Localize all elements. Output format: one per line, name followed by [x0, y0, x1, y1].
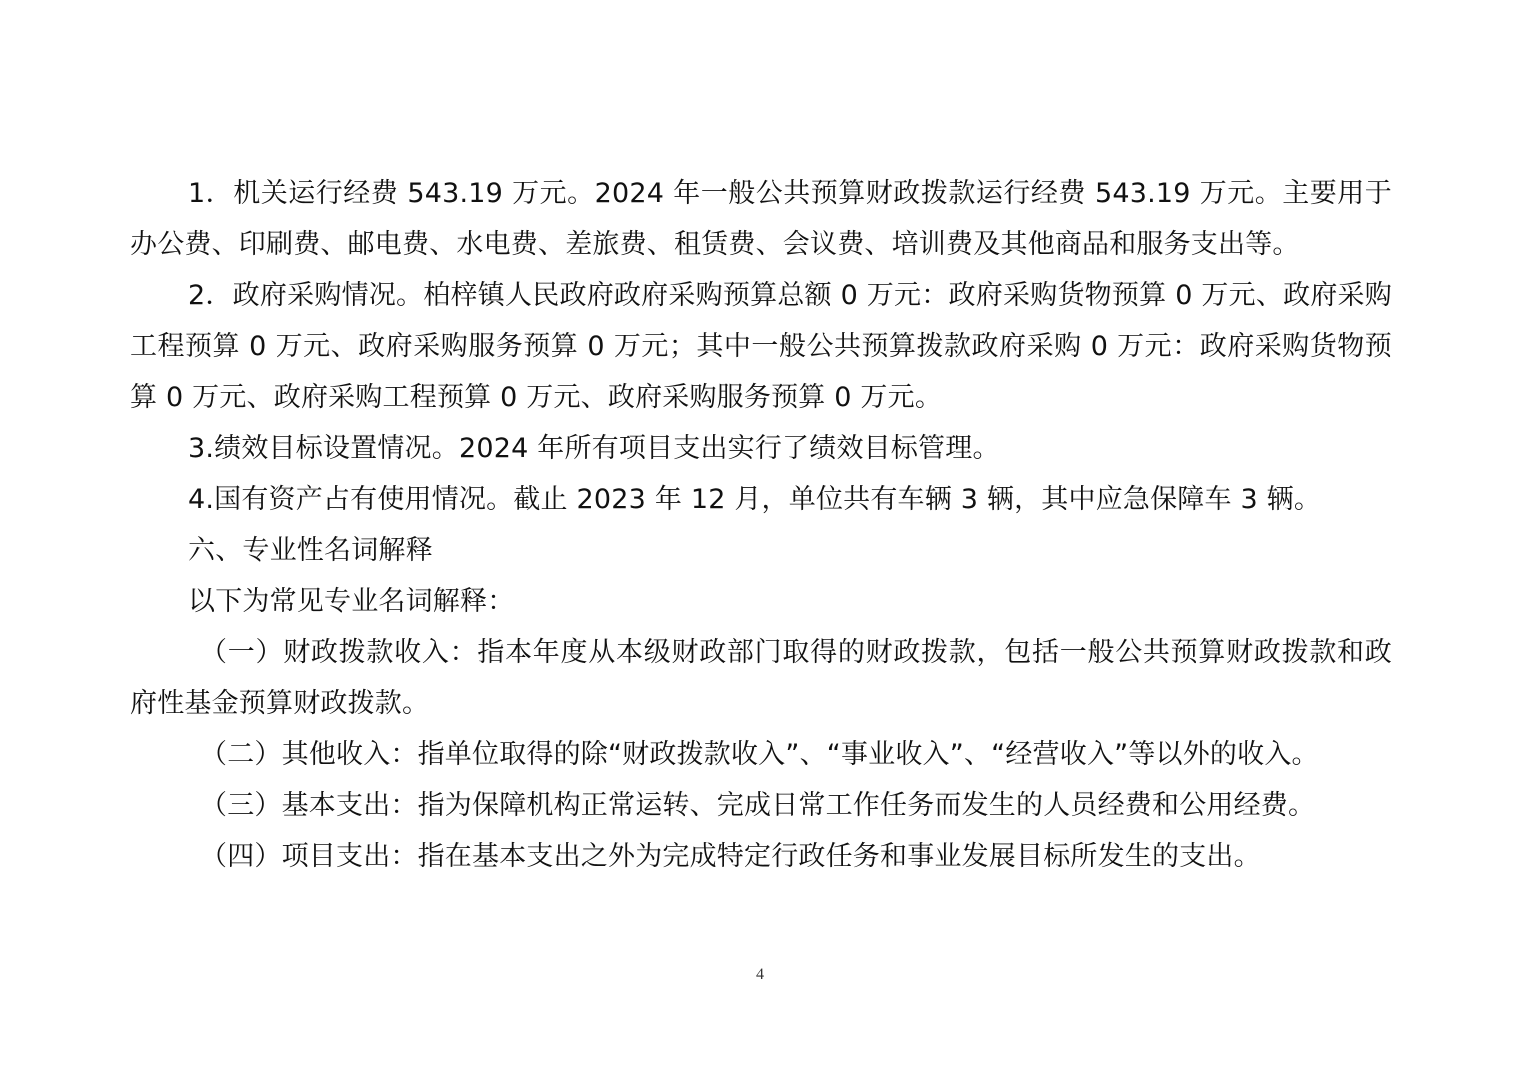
paragraph-government-procurement: 2．政府采购情况。柏梓镇人民政府政府采购预算总额 0 万元：政府采购货物预算 0 万元、政府采购工程预算 0 万元、政府采购服务预算 0 万元；其中一般公共预算拨款政府采购 0 万元：政府采购货物预算 0 万元、政府采购工程预算 0 万元、政府采购服务预算 0 万元。 — [130, 280, 1392, 413]
section-heading-glossary: 六、专业性名词解释 — [188, 535, 433, 566]
document-body — [130, 168, 1392, 882]
paragraph-performance-targets: 3.绩效目标设置情况。2024 年所有项目支出实行了绩效目标管理。 — [188, 433, 1000, 464]
page-number: 4 — [756, 966, 764, 983]
paragraph-state-assets: 4.国有资产占有使用情况。截止 2023 年 12 月，单位共有车辆 3 辆，其中应急保障车 3 辆。 — [188, 484, 1322, 515]
glossary-item-other-income: （二）其他收入：指单位取得的除“财政拨款收入”、“事业收入”、“经营收入”等以外的收入。 — [200, 739, 1319, 770]
glossary-item-fiscal-appropriation: （一）财政拨款收入：指本年度从本级财政部门取得的财政拨款，包括一般公共预算财政拨款和政府性基金预算财政拨款。 — [130, 637, 1392, 719]
glossary-item-project-expenditure: （四）项目支出：指在基本支出之外为完成特定行政任务和事业发展目标所发生的支出。 — [200, 841, 1261, 872]
glossary-item-basic-expenditure: （三）基本支出：指为保障机构正常运转、完成日常工作任务而发生的人员经费和公用经费。 — [200, 790, 1316, 821]
paragraph-operating-expenses: 1．机关运行经费 543.19 万元。2024 年一般公共预算财政拨款运行经费 543.19 万元。主要用于办公费、印刷费、邮电费、水电费、差旅费、租赁费、会议费、培训费及其他商品和服务支出等。 — [130, 178, 1392, 260]
paragraph-glossary-intro: 以下为常见专业名词解释： — [188, 586, 515, 617]
